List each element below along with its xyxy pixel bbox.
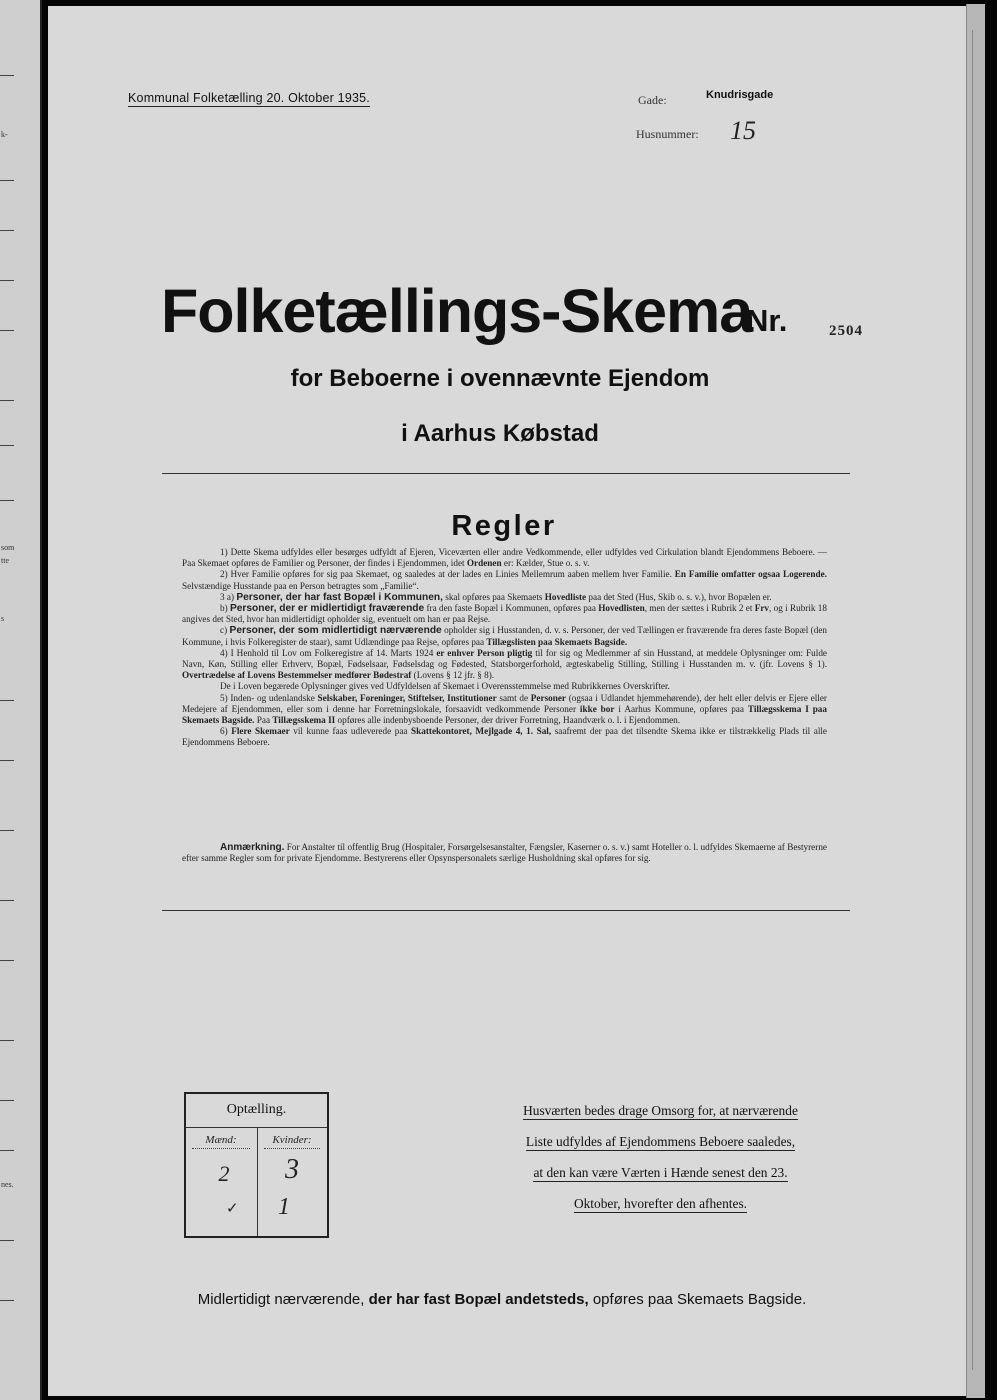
left-page-rule xyxy=(0,330,14,331)
rule-heading: Personer, der har fast Bopæl i Kommunen, xyxy=(236,591,443,603)
rule-text: skal opføres paa Skemaets xyxy=(442,591,545,602)
footer-note xyxy=(152,1291,852,1309)
left-page-rule xyxy=(0,75,14,76)
rule-bold-text: Frv xyxy=(754,603,770,614)
left-page-rule xyxy=(0,760,14,761)
rule-text: (ogsaa i Udlandet hjemmehørende), der helt eller delvis er Ejere eller Medejere af Ejendommen, eller som i denne har Forretningslokale, forsaavidt vedkommende Personer xyxy=(182,692,827,714)
rules-list xyxy=(182,547,827,749)
house-number-label: Husnummer: xyxy=(636,127,699,141)
remark-text xyxy=(182,842,827,864)
left-page-rule xyxy=(0,1040,14,1041)
left-page-fragment: som xyxy=(1,543,15,552)
form-location: i Aarhus Købstad xyxy=(401,420,599,447)
rule-bold-text: Overtrædelse af Lovens Bestemmelser medfører Bødestraf xyxy=(182,670,412,681)
rule-bold-text: Selskaber, Foreninger, Stiftelser, Institutioner xyxy=(317,692,497,703)
left-page-fragment: tte xyxy=(1,556,9,565)
women-count: 3 xyxy=(285,1154,299,1185)
landlord-notice-line: at den kan være Værten i Hænde senest den 23. xyxy=(533,1165,788,1180)
remark-heading: Anmærkning. xyxy=(220,842,285,853)
rule-text: b) xyxy=(220,603,230,614)
rule-item xyxy=(182,681,827,692)
women-label-underline xyxy=(264,1148,320,1149)
landlord-notice-line: Oktober, hvorefter den afhentes. xyxy=(573,1196,748,1211)
left-page-rule xyxy=(0,280,14,281)
page-stack-edge xyxy=(966,4,985,1398)
divider xyxy=(162,473,850,474)
count-column-divider xyxy=(257,1127,258,1236)
form-number-label: Nr. xyxy=(746,303,788,338)
rule-bold-text: er enhver Person pligtig xyxy=(436,647,533,658)
rule-text: paa det Sted (Hus, Skib o. s. v.), hvor Bopælen er. xyxy=(586,591,772,602)
rule-item xyxy=(182,592,827,603)
census-header: Kommunal Folketælling 20. Oktober 1935. xyxy=(128,91,370,105)
left-page-edge xyxy=(0,0,42,1400)
left-page-fragment: s xyxy=(1,614,5,623)
rule-bold-text: ikke bor xyxy=(579,703,615,714)
footer-part: Midlertidigt nærværende, xyxy=(197,1291,369,1308)
page-stack-line xyxy=(972,30,973,1370)
rule-text: , men der sættes i Rubrik 2 et xyxy=(644,603,755,614)
rule-text: , og i Rubrik 18 angives det Sted, hvor han midlertidigt opholder sig, eventuelt om han er paa Rejse. xyxy=(182,603,827,625)
rule-bold-text: Skattekontoret, Mejlgade 4, 1. Sal, xyxy=(411,726,552,737)
form-title: Folketællings-Skema xyxy=(161,277,753,345)
rule-item xyxy=(182,726,827,748)
rule-text: 3 a) xyxy=(220,591,237,602)
rule-text: 1) Dette Skema udfyldes eller besørges udfyldt af Ejeren, Viceværten eller andre Vedkommende, eller udfyldes ved Cirkulation blandt Ejendommens Beboere. — Paa Skemaet opføres de Familier og Personer, der findes i Ejendommen, idet xyxy=(182,547,827,569)
left-page-rule xyxy=(0,400,14,401)
rule-item xyxy=(182,625,827,647)
landlord-notice-line: Husværten bedes drage Omsorg for, at nærværende xyxy=(523,1103,798,1118)
left-page-rule xyxy=(0,960,14,961)
left-page-rule xyxy=(0,180,14,181)
left-page-rule xyxy=(0,230,14,231)
rule-bold-text: Tillægsskema I paa Skemaets Bagside. xyxy=(182,703,827,726)
rule-text: c) xyxy=(220,625,230,636)
men-count: 2 xyxy=(218,1161,230,1186)
women-label: Kvinder: xyxy=(272,1134,312,1146)
rule-bold-text: Flere Skemaer xyxy=(231,726,290,737)
rule-text: samt de xyxy=(496,692,531,703)
left-page-rule xyxy=(0,500,14,501)
rule-text: (Lovens § 12 jfr. § 8). xyxy=(411,670,495,681)
rule-text: fra den faste Bopæl i Kommunen, opføres paa xyxy=(424,603,599,614)
rule-heading: Personer, der som midlertidigt nærværende xyxy=(229,625,442,637)
rule-text: saafremt der paa det tilsendte Skema ikke er tilstrækkelig Plads til alle Ejendommens Beboere. xyxy=(182,726,828,748)
rule-text: 5) Inden- og udenlandske xyxy=(220,692,318,703)
rules-heading: Regler xyxy=(451,510,557,542)
men-label-underline xyxy=(192,1148,250,1149)
form-number-value: 2504 xyxy=(829,323,863,339)
rule-text: De i Loven begærede Oplysninger gives ved Udfyldelsen af Skemaet i Overensstemmelse med Rubrikkernes Overskrifter. xyxy=(220,681,670,692)
landlord-notice xyxy=(488,1095,833,1219)
footer-part: opføres paa Skemaets Bagside. xyxy=(588,1291,807,1308)
rule-text: vil kunne faas udleverede paa xyxy=(289,726,412,737)
women-count-second: 1 xyxy=(278,1194,290,1220)
left-page-rule xyxy=(0,1240,14,1241)
rule-item xyxy=(182,603,827,625)
house-number-value: 15 xyxy=(730,116,756,145)
rule-text: i Aarhus Kommune, opføres paa xyxy=(614,703,748,714)
check-mark: ✓ xyxy=(226,1201,239,1217)
left-page-rule xyxy=(0,900,14,901)
rule-item xyxy=(182,648,827,682)
count-title: Optælling. xyxy=(226,1102,287,1117)
left-page-rule xyxy=(0,1100,14,1101)
left-page-rule xyxy=(0,700,14,701)
rule-bold-text: Tillægslisten paa Skemaets Bagside. xyxy=(486,636,628,647)
rule-text: 6) xyxy=(220,726,232,737)
left-page-rule xyxy=(0,830,14,831)
rule-text: til for sig og Medlemmer af sin Husstand, at meddele Oplysninger om: Fulde Navn, Køn, Stilling eller Erhverv, Bopæl, Fødselsaar, Fødselsdag og Fødested, Statsborgerforhold, ægteskabelig Stilling, Stilling i Husstanden m. v. (jfr. Lovens § 1). xyxy=(182,647,827,670)
rule-text: opholder sig i Husstanden, d. v. s. Personer, der ved Tællingen er fraværende fra deres faste Bopæl (den Kommune, i hvis Folkeregister de staar), samt Udlændinge paa Rejse, opføres paa xyxy=(182,625,828,647)
rule-bold-text: Hovedliste xyxy=(544,591,587,602)
street-label: Gade: xyxy=(638,93,667,107)
street-value: Knudrisgade xyxy=(706,89,774,101)
rule-item xyxy=(182,693,827,727)
rule-heading: Personer, der er midlertidigt fraværende xyxy=(229,603,425,615)
count-box xyxy=(184,1092,329,1238)
footer-emphasis: der har fast Bopæl andetsteds, xyxy=(368,1291,589,1308)
rule-item xyxy=(182,569,827,591)
divider xyxy=(162,910,850,911)
rule-bold-text: Ordenen xyxy=(466,558,502,569)
left-page-rule xyxy=(0,445,14,446)
men-label: Mænd: xyxy=(205,1134,237,1146)
left-page-fragment: nes. xyxy=(1,1180,14,1189)
rule-text: 2) Hver Familie opføres for sig paa Skemaet, og saaledes at der lades en Linies Mellemrum aaben mellem hver Familie. xyxy=(220,569,675,580)
rule-item xyxy=(182,547,827,569)
rule-text: opføres alle indenbysboende Personer, der driver Forretning, Haandværk o. l. i Ejendommen. xyxy=(335,715,681,726)
landlord-notice-line: Liste udfyldes af Ejendommens Beboere saaledes, xyxy=(525,1134,796,1149)
rule-text: Selvstændige Husstande paa en Person betragtes som „Familie“. xyxy=(182,580,419,591)
left-page-fragment: k- xyxy=(1,130,8,139)
left-page-rule xyxy=(0,1300,14,1301)
remark-body: For Anstalter til offentlig Brug (Hospitaler, Forsørgelsesanstalter, Fængsler, Kaserner o. s. v.) samt Hoteller o. l. udfyldes Skemaerne af Bestyrerne efter samme Regler som for private Ejendomme. Bestyrerens eller Opsynspersonalets særlige Husholdning skal opføres for sig. xyxy=(182,842,827,864)
rule-text: Paa xyxy=(254,715,273,726)
rule-text: er: Kælder, Stue o. s. v. xyxy=(501,558,590,569)
rule-bold-text: Hovedlisten xyxy=(598,603,645,614)
form-subtitle: for Beboerne i ovennævnte Ejendom xyxy=(290,365,710,392)
rule-bold-text: Personer xyxy=(530,692,566,703)
left-page-rule xyxy=(0,1150,14,1151)
rule-text: 4) I Henhold til Lov om Folkeregistre af 14. Marts 1924 xyxy=(220,647,437,658)
remark-block xyxy=(182,842,827,864)
rule-bold-text: En Familie omfatter ogsaa Logerende. xyxy=(674,569,827,580)
rule-bold-text: Tillægsskema II xyxy=(272,715,336,726)
